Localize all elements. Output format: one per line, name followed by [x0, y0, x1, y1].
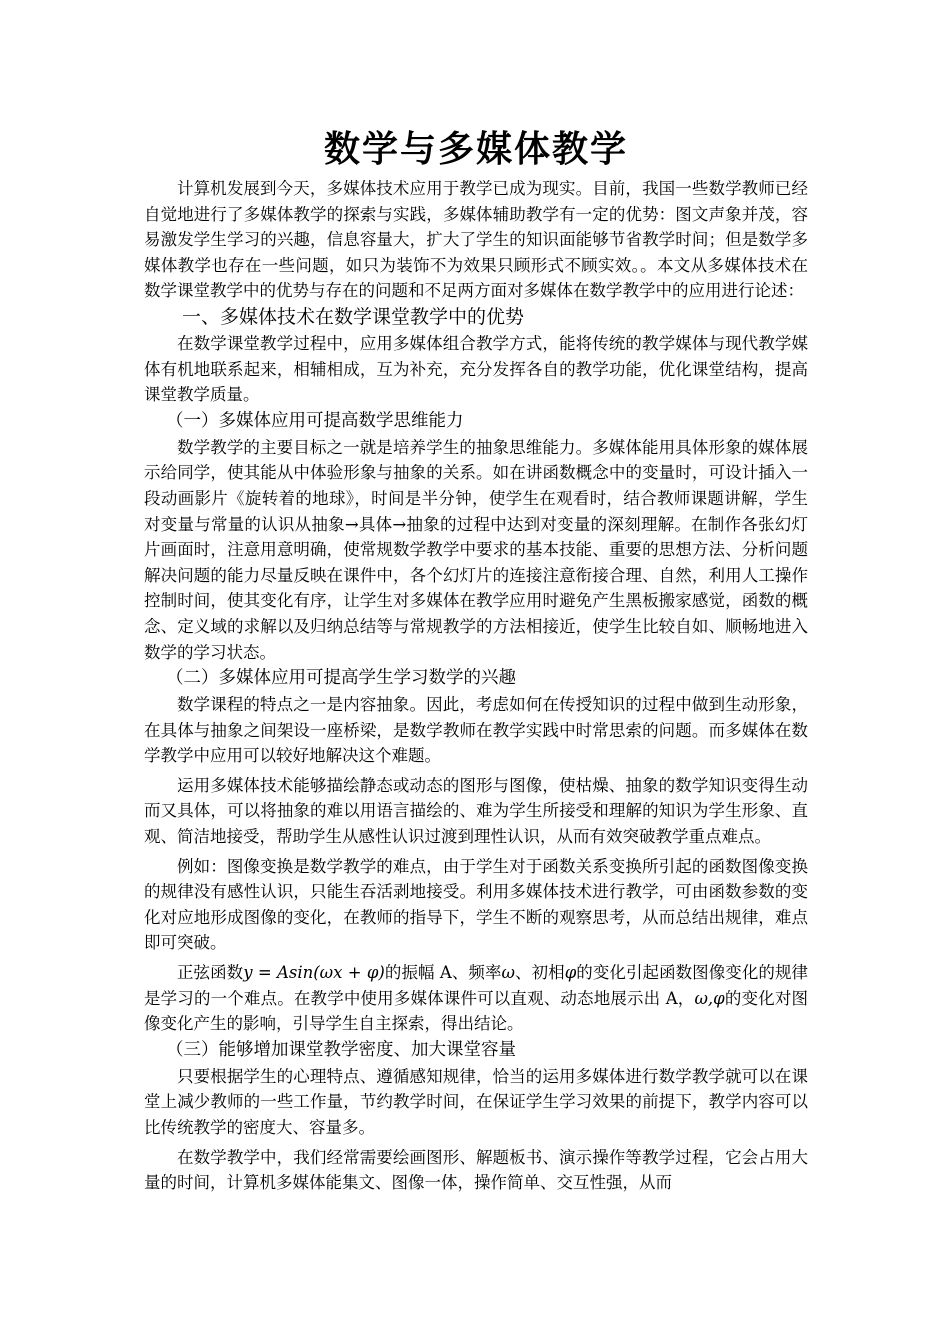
- subsection-1-paragraph: 数学教学的主要目标之一就是培养学生的抽象思维能力。多媒体能用具体形象的媒体展示给同学，使其能从中体验形象与抽象的关系。如在讲函数概念中的变量时，可设计插入一段动画影片《旋转着的地球》，时间是半分钟，使学生在观看时，结合教师课题讲解，学生对变量与常量的认识从抽象→具体→抽象的过程中达到对变量的深刻理解。在制作各张幻灯片画面时，注意用意明确，使常规数学教学中要求的基本技能、重要的思想方法、分析问题解决问题的能力尽量反映在课件中，各个幻灯片的连接注意衔接合理、自然，利用人工操作控制时间，使其变化有序，让学生对多媒体在教学应用时避免产生黑板搬家感觉，函数的概念、定义域的求解以及归纳总结等与常规教学的方法相接近，使学生比较自如、顺畅地进入数学的学习状态。: [144, 437, 808, 662]
- omega-phi-symbols: ω,φ: [694, 988, 725, 1008]
- text-run: 、初相: [514, 963, 565, 983]
- text-run: 的振幅 A、频率: [384, 963, 502, 983]
- text-run: 的变化引起函数图像变化的规律是学习的一个难点。在教学中使用多媒体课件可以直观、动态地展示出 A，: [144, 963, 808, 1008]
- section-1-heading: 一、多媒体技术在数学课堂教学中的优势: [182, 305, 525, 328]
- subsection-3-paragraph-1: 只要根据学生的心理特点、遵循感知规律，恰当的运用多媒体进行数学教学就可以在课堂上减少教师的一些工作量，节约教学时间，在保证学生学习效果的前提下，教学内容可以比传统教学的密度大、容量多。: [144, 1066, 808, 1137]
- subsection-2-paragraph-4: [144, 960, 808, 1037]
- phi-symbol: φ: [564, 963, 577, 983]
- subsection-1-heading: （一）多媒体应用可提高数学思维能力: [166, 410, 464, 431]
- intro-paragraph: 计算机发展到今天，多媒体技术应用于教学已成为现实。目前，我国一些数学教师已经自觉地进行了多媒体教学的探索与实践，多媒体辅助教学有一定的优势：图文声象并茂，容易激发学生学习的兴趣，信息容量大，扩大了学生的知识面能够节省教学时间；但是数学多媒体教学也存在一些问题，如只为装饰不为效果只顾形式不顾实效。。本文从多媒体技术在数学课堂教学中的优势与存在的问题和不足两方面对多媒体在数学教学中的应用进行论述：: [144, 179, 808, 301]
- text-run: 的变化对图像变化产生的影响，引导学生自主探索，得出结论。: [144, 988, 808, 1034]
- subsection-2-paragraph-3: 例如：图像变换是数学教学的难点，由于学生对于函数关系变换所引起的函数图像变换的规律没有感性认识，只能生吞活剥地接受。利用多媒体技术进行教学，可由函数参数的变化对应地形成图像的变化，在教师的指导下，学生不断的观察思考，从而总结出规律，难点即可突破。: [144, 856, 808, 953]
- subsection-2-paragraph-1: 数学课程的特点之一是内容抽象。因此，考虑如何在传授知识的过程中做到生动形象，在具体与抽象之间架设一座桥梁，是数学教师在教学实践中时常思索的问题。而多媒体在数学教学中应用可以较好地解决这个难题。: [144, 695, 808, 766]
- section-1-paragraph: 在数学课堂教学过程中，应用多媒体组合教学方式，能将传统的教学媒体与现代教学媒体有机地联系起来，相辅相成，互为补充，充分发挥各自的教学功能，优化课堂结构，提高课堂教学质量。: [144, 333, 808, 405]
- subsection-2-heading: （二）多媒体应用可提高学生学习数学的兴趣: [166, 668, 516, 689]
- subsection-2-paragraph-2: 运用多媒体技术能够描绘静态或动态的图形与图像，使枯燥、抽象的数学知识变得生动而又具体，可以将抽象的难以用语言描绘的、难为学生所接受和理解的知识为学生形象、直观、简洁地接受，帮助学生从感性认识过渡到理性认识，从而有效突破教学重点难点。: [144, 775, 808, 847]
- document-title: 数学与多媒体教学: [323, 129, 628, 170]
- sine-formula: y = Asin(ωx + φ): [243, 963, 385, 983]
- subsection-3-heading: （三）能够增加课堂教学密度、加大课堂容量: [166, 1039, 516, 1060]
- text-run: 正弦函数: [177, 963, 244, 983]
- omega-symbol: ω: [501, 963, 515, 983]
- subsection-3-paragraph-2: 在数学教学中，我们经常需要绘画图形、解题板书、演示操作等教学过程，它会占用大量的时间，计算机多媒体能集文、图像一体，操作简单、交互性强，从而: [144, 1147, 808, 1193]
